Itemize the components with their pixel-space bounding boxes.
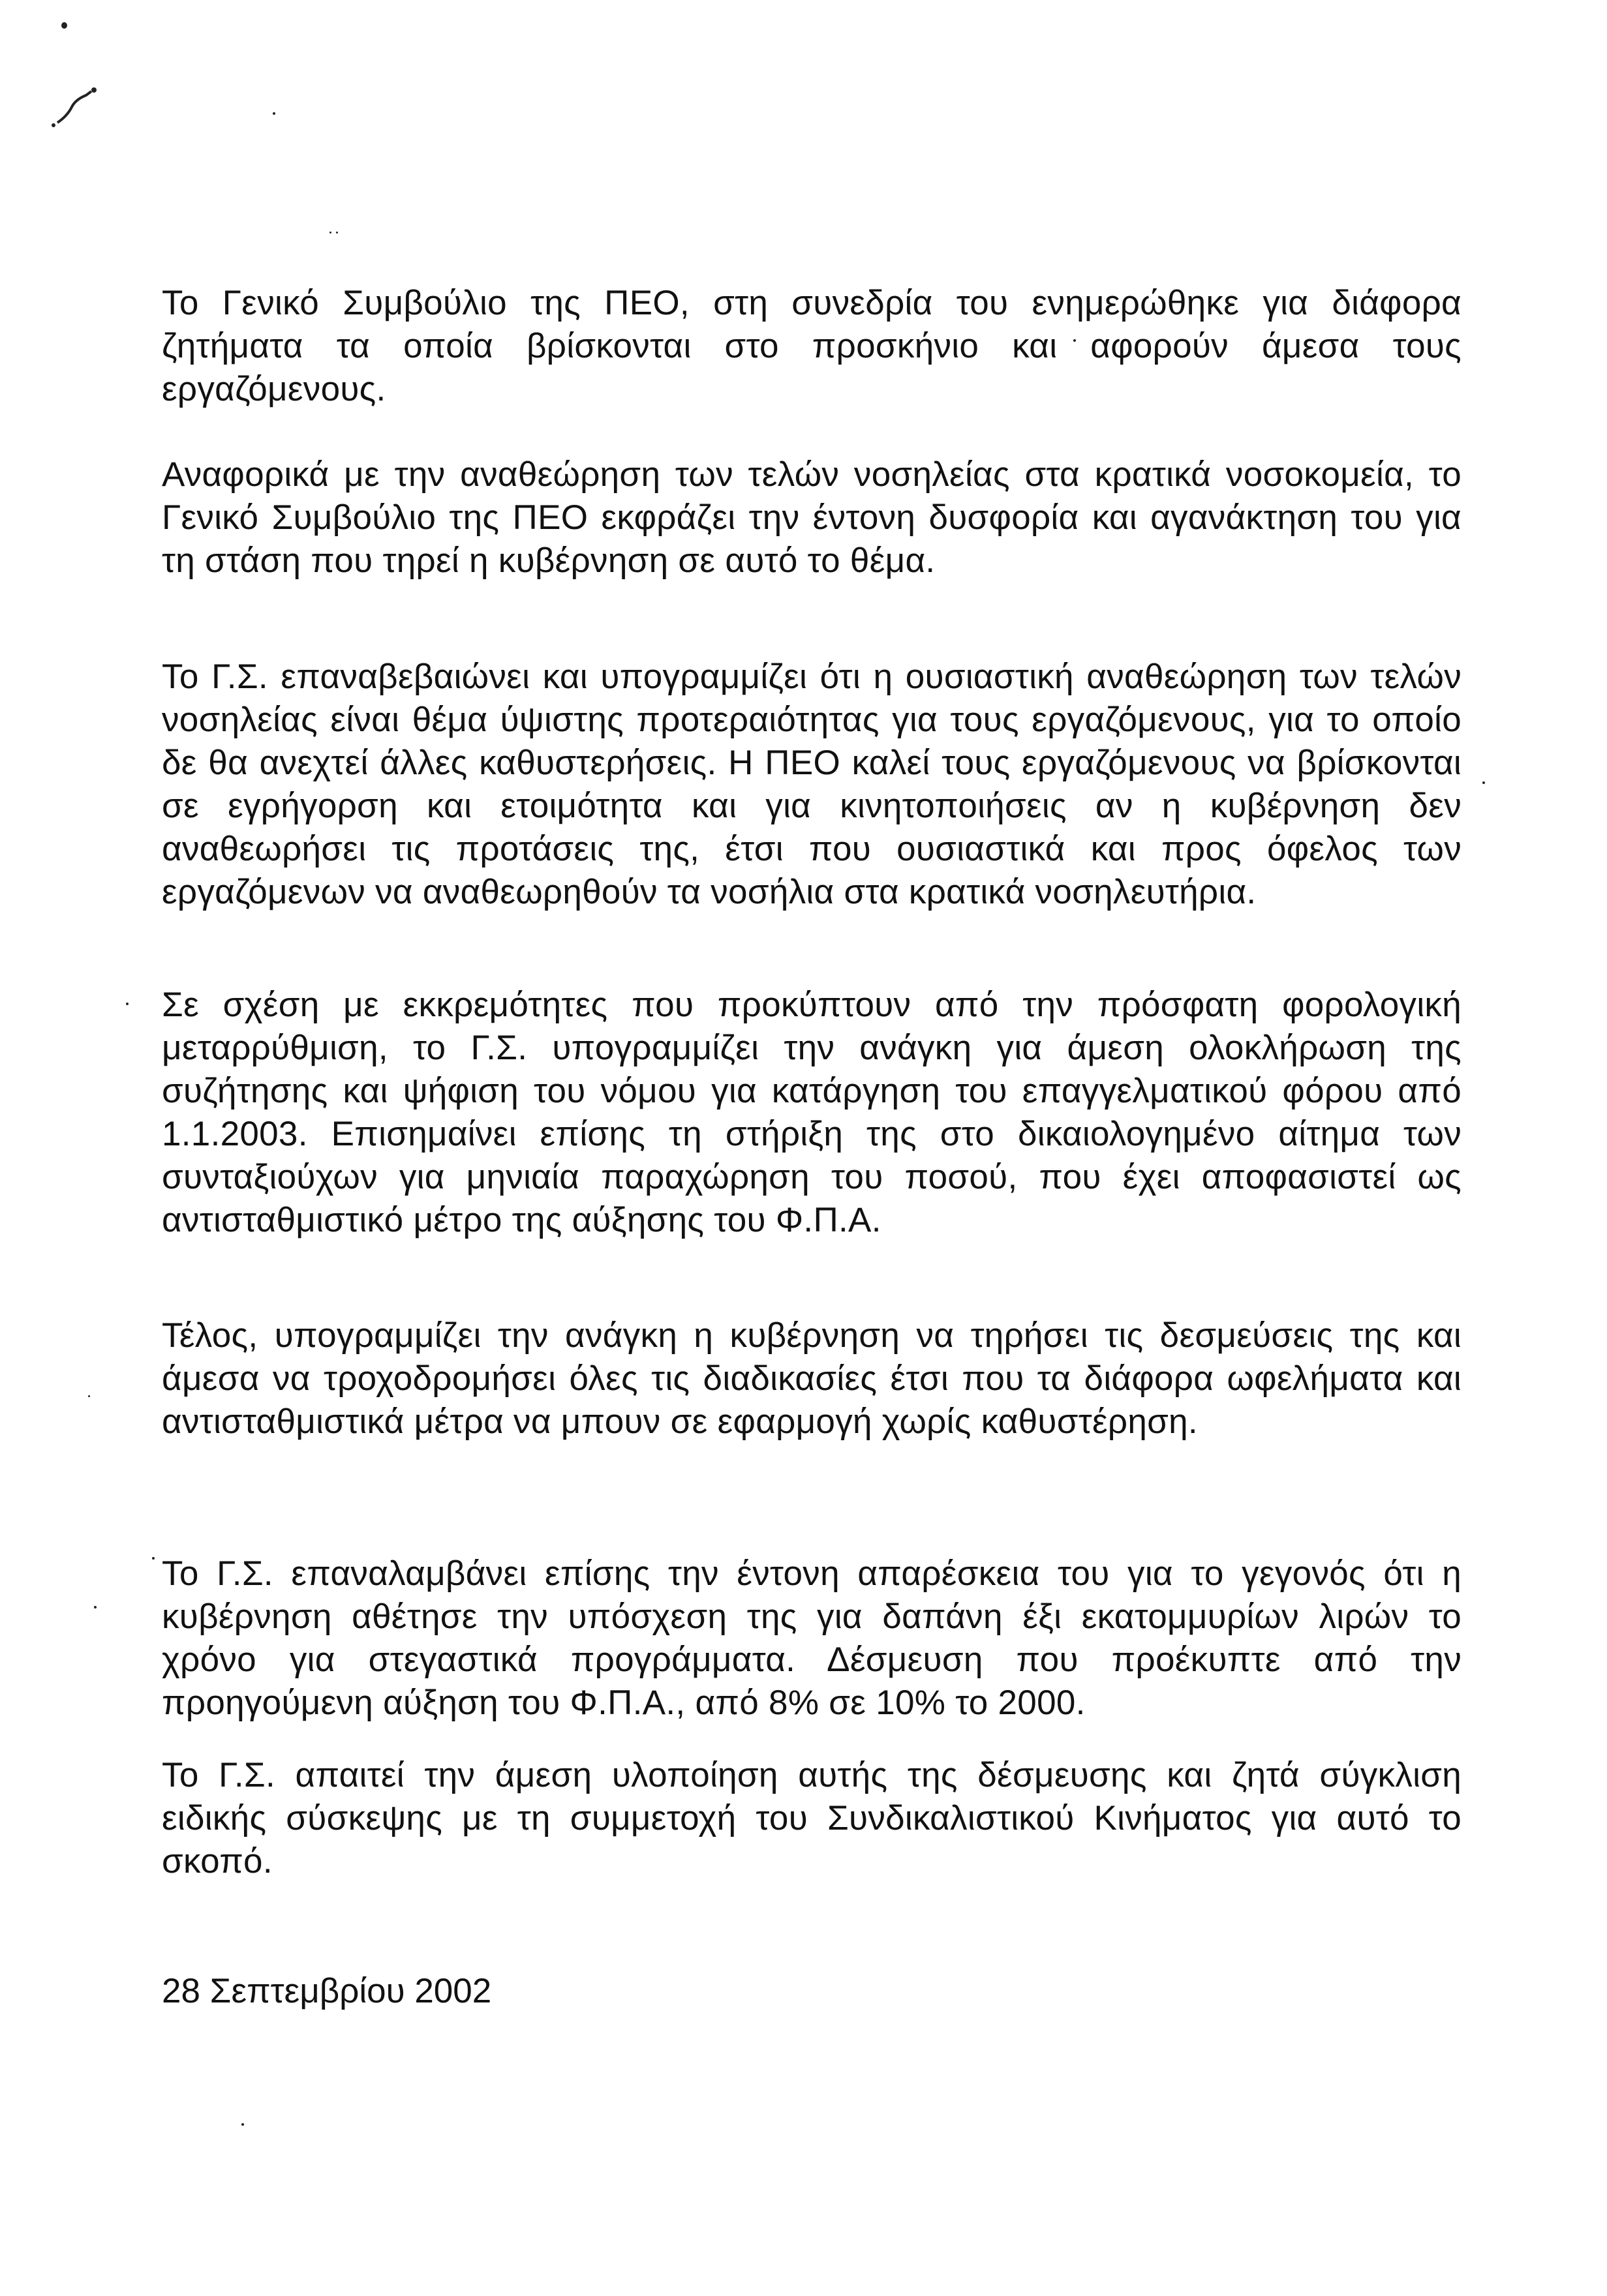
paragraph-1: Το Γενικό Συμβούλιο της ΠΕΟ, στη συνεδρία του ενημερώθηκε για διάφορα ζητήματα τα οποία βρίσκονται στο προσκήνιο και αφορούν άμεσα τους εργαζόμενους. xyxy=(162,284,1462,408)
scan-speck xyxy=(241,2123,244,2126)
scan-speck xyxy=(152,1557,155,1560)
scan-speck xyxy=(126,1003,129,1005)
scan-speck xyxy=(336,232,338,234)
paragraph-7: Το Γ.Σ. απαιτεί την άμεση υλοποίηση αυτής της δέσμευσης και ζητά σύγκλιση ειδικής σύσκεψης με τη συμμετοχή του Συνδικαλιστικού Κινήματος για αυτό το σκοπό. xyxy=(162,1756,1462,1881)
scan-speck xyxy=(94,1606,97,1609)
scan-speck xyxy=(61,22,67,29)
paragraph-5: Τέλος, υπογραμμίζει την ανάγκη η κυβέρνηση να τηρήσει τις δεσμεύσεις της και άμεσα να τροχοδρομήσει όλες τις διαδικασίες έτσι που τα διάφορα ωφελήματα και αντισταθμιστικά μέτρα να μπουν σε εφαρμογή χωρίς καθυστέρηση. xyxy=(162,1316,1462,1441)
scan-speck xyxy=(329,232,331,234)
paragraph-4: Σε σχέση με εκκρεμότητες που προκύπτουν από την πρόσφατη φορολογική μεταρρύθμιση, το Γ.Σ. υπογραμμίζει την ανάγκη για άμεση ολοκλήρωση της συζήτησης και ψήφιση του νόμου για κατάργηση του επαγγελματικού φόρου από 1.1.2003. Επισημαίνει επίσης τη στήριξη της στο δικαιολογημένο αίτημα των συνταξιούχων για μηνιαία παραχώρηση του ποσού, που έχει αποφασιστεί ως αντισταθμιστικό μέτρο της αύξησης του Φ.Π.Α. xyxy=(162,986,1462,1239)
paragraph-3: Το Γ.Σ. επαναβεβαιώνει και υπογραμμίζει ότι η ουσιαστική αναθεώρηση των τελών νοσηλείας είναι θέμα ύψιστης προτεραιότητας για τους εργαζόμενους, για το οποίο δε θα ανεχτεί άλλες καθυστερήσεις. Η ΠΕΟ καλεί τους εργαζόμενους να βρίσκονται σε εγρήγορση και ετοιμότητα και για κινητοποιήσεις αν η κυβέρνηση δεν αναθεωρήσει τις προτάσεις της, έτσι που ουσιαστικά και προς όφελος των εργαζόμενων να αναθεωρηθούν τα νοσήλια στα κρατικά νοσηλευτήρια. xyxy=(162,657,1462,911)
scan-speck xyxy=(1482,781,1485,784)
document-date: 28 Σεπτεμβρίου 2002 xyxy=(162,1972,492,2010)
scan-speck xyxy=(273,112,275,115)
scan-speck xyxy=(88,1395,90,1397)
paragraph-2: Αναφορικά με την αναθεώρηση των τελών νοσηλείας στα κρατικά νοσοκομεία, το Γενικό Συμβούλιο της ΠΕΟ εκφράζει την έντονη δυσφορία και αγανάκτηση του για τη στάση που τηρεί η κυβέρνηση σε αυτό το θέμα. xyxy=(162,455,1462,580)
scan-mark-icon xyxy=(39,78,111,130)
paragraph-6: Το Γ.Σ. επαναλαμβάνει επίσης την έντονη απαρέσκεια του για το γεγονός ότι η κυβέρνηση αθέτησε την υπόσχεση της για δαπάνη έξι εκατομμυρίων λιρών το χρόνο για στεγαστικά προγράμματα. Δέσμευση που προέκυπτε από την προηγούμενη αύξηση του Φ.Π.Α., από 8% σε 10% το 2000. xyxy=(162,1554,1462,1722)
